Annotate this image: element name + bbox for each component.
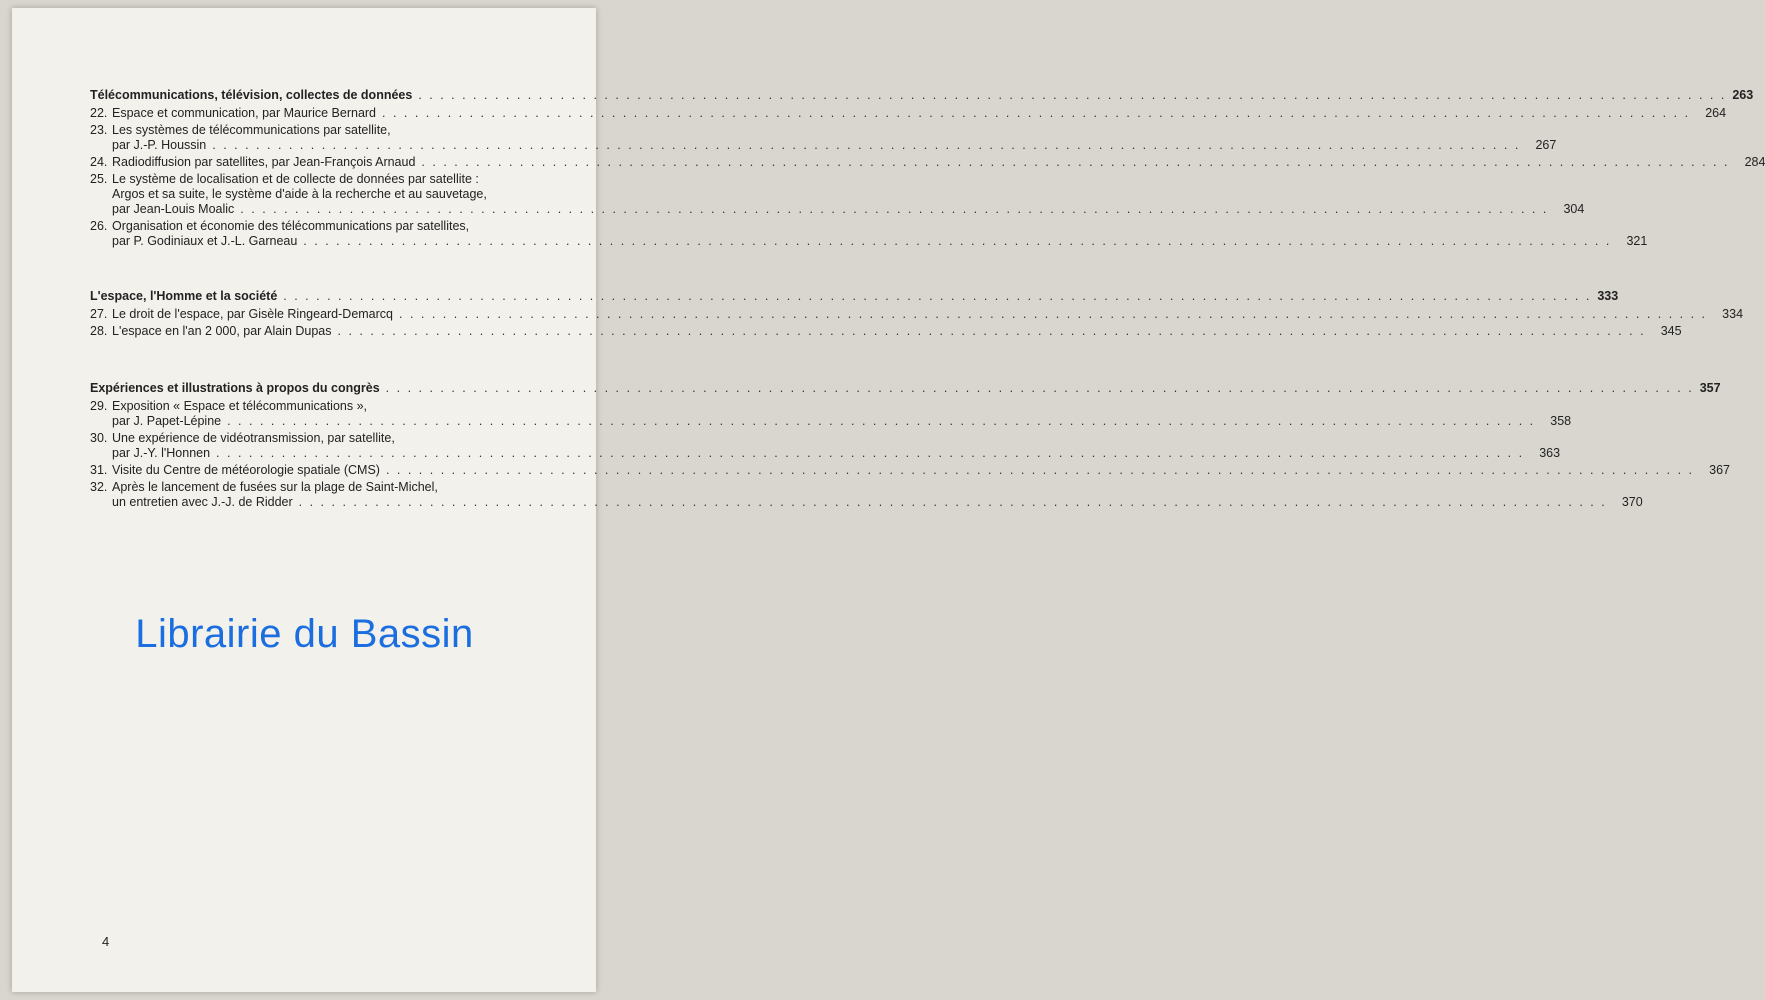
entry-text: Exposition « Espace et télécommunications », — [112, 399, 367, 413]
entry-text: Après le lancement de fusées sur la plage de Saint-Michel, — [112, 480, 438, 494]
toc-entry — [90, 155, 1765, 170]
entry-text: Une expérience de vidéotransmission, par satellite, — [112, 431, 395, 445]
leader-dots — [386, 463, 1694, 478]
toc-entry — [90, 399, 1572, 429]
entry-text: un entretien avec J.-J. de Ridder — [112, 495, 293, 509]
entry-number: 22. — [90, 106, 108, 120]
entry-number: 23. — [90, 123, 108, 137]
entry-number: 28. — [90, 324, 108, 338]
toc-section — [90, 88, 1765, 249]
toc-entry — [90, 431, 1561, 461]
entry-page: 264 — [1705, 106, 1727, 120]
entry-page: 370 — [1621, 495, 1643, 509]
entry-text: par J.-Y. l'Honnen — [112, 446, 211, 460]
toc-section — [90, 381, 1730, 510]
entry-page: 321 — [1626, 234, 1648, 248]
leader-dots — [303, 234, 1611, 249]
leader-dots — [216, 446, 1524, 461]
entry-text: Visite du Centre de météorologie spatiale (CMS) — [112, 463, 380, 477]
leader-dots — [227, 414, 1535, 429]
entry-number: 24. — [90, 155, 108, 169]
toc-entry — [90, 324, 1682, 339]
entry-page: 334 — [1722, 307, 1744, 321]
leader-dots — [382, 106, 1690, 121]
entry-text: Le système de localisation et de collecte de données par satellite : — [112, 172, 479, 186]
book-page — [12, 8, 1765, 992]
toc-section — [90, 289, 1744, 339]
section-page: 357 — [1699, 381, 1721, 395]
watermark: Librairie du Bassin — [135, 612, 474, 656]
section-title: L'espace, l'Homme et la société — [90, 289, 278, 303]
entry-text: Radiodiffusion par satellites, par Jean-François Arnaud — [112, 155, 416, 169]
toc-entry — [90, 307, 1744, 322]
entry-text: par P. Godiniaux et J.-L. Garneau — [112, 234, 298, 248]
toc-entry — [90, 123, 1557, 153]
toc-entry — [90, 172, 1585, 217]
entry-number: 25. — [90, 172, 108, 186]
table-of-contents — [90, 88, 1765, 512]
entry-text: Le droit de l'espace, par Gisèle Ringeard-Demarcq — [112, 307, 393, 321]
entry-number: 29. — [90, 399, 108, 413]
entry-page: 284 — [1744, 155, 1765, 169]
toc-entry — [90, 480, 1643, 510]
entry-page: 304 — [1563, 202, 1585, 216]
leader-dots — [386, 381, 1694, 395]
leader-dots — [418, 88, 1726, 102]
entry-text: Argos et sa suite, le système d'aide à la recherche et au sauvetage, — [112, 187, 487, 201]
section-heading — [90, 289, 1619, 307]
leader-dots — [212, 138, 1520, 153]
section-title: Expériences et illustrations à propos du congrès — [90, 381, 380, 395]
section-heading — [90, 381, 1721, 399]
entry-page: 367 — [1709, 463, 1730, 477]
section-page: 333 — [1597, 289, 1619, 303]
entry-text: L'espace en l'an 2 000, par Alain Dupas — [112, 324, 332, 338]
entry-page: 267 — [1535, 138, 1557, 152]
entry-page: 345 — [1660, 324, 1682, 338]
entry-number: 32. — [90, 480, 108, 494]
entry-text: par J.-P. Houssin — [112, 138, 207, 152]
section-title: Télécommunications, télévision, collectes de données — [90, 88, 413, 102]
entry-text: Organisation et économie des télécommunications par satellites, — [112, 219, 470, 233]
entry-number: 26. — [90, 219, 108, 233]
leader-dots — [283, 289, 1591, 303]
leader-dots — [240, 202, 1548, 217]
entry-number: 30. — [90, 431, 108, 445]
entry-page: 358 — [1550, 414, 1572, 428]
entry-text: Espace et communication, par Maurice Bernard — [112, 106, 377, 120]
page-number: 4 — [102, 934, 110, 949]
leader-dots — [338, 324, 1646, 339]
leader-dots — [399, 307, 1707, 322]
leader-dots — [299, 495, 1607, 510]
entry-page: 363 — [1539, 446, 1561, 460]
toc-entry — [90, 219, 1648, 249]
entry-text: par J. Papet-Lépine — [112, 414, 222, 428]
entry-number: 27. — [90, 307, 108, 321]
section-page: 263 — [1732, 88, 1754, 102]
section-heading — [90, 88, 1754, 106]
entry-number: 31. — [90, 463, 108, 477]
toc-entry — [90, 106, 1727, 121]
toc-entry — [90, 463, 1730, 478]
entry-text: par Jean-Louis Moalic — [112, 202, 235, 216]
entry-text: Les systèmes de télécommunications par satellite, — [112, 123, 391, 137]
leader-dots — [421, 155, 1729, 170]
